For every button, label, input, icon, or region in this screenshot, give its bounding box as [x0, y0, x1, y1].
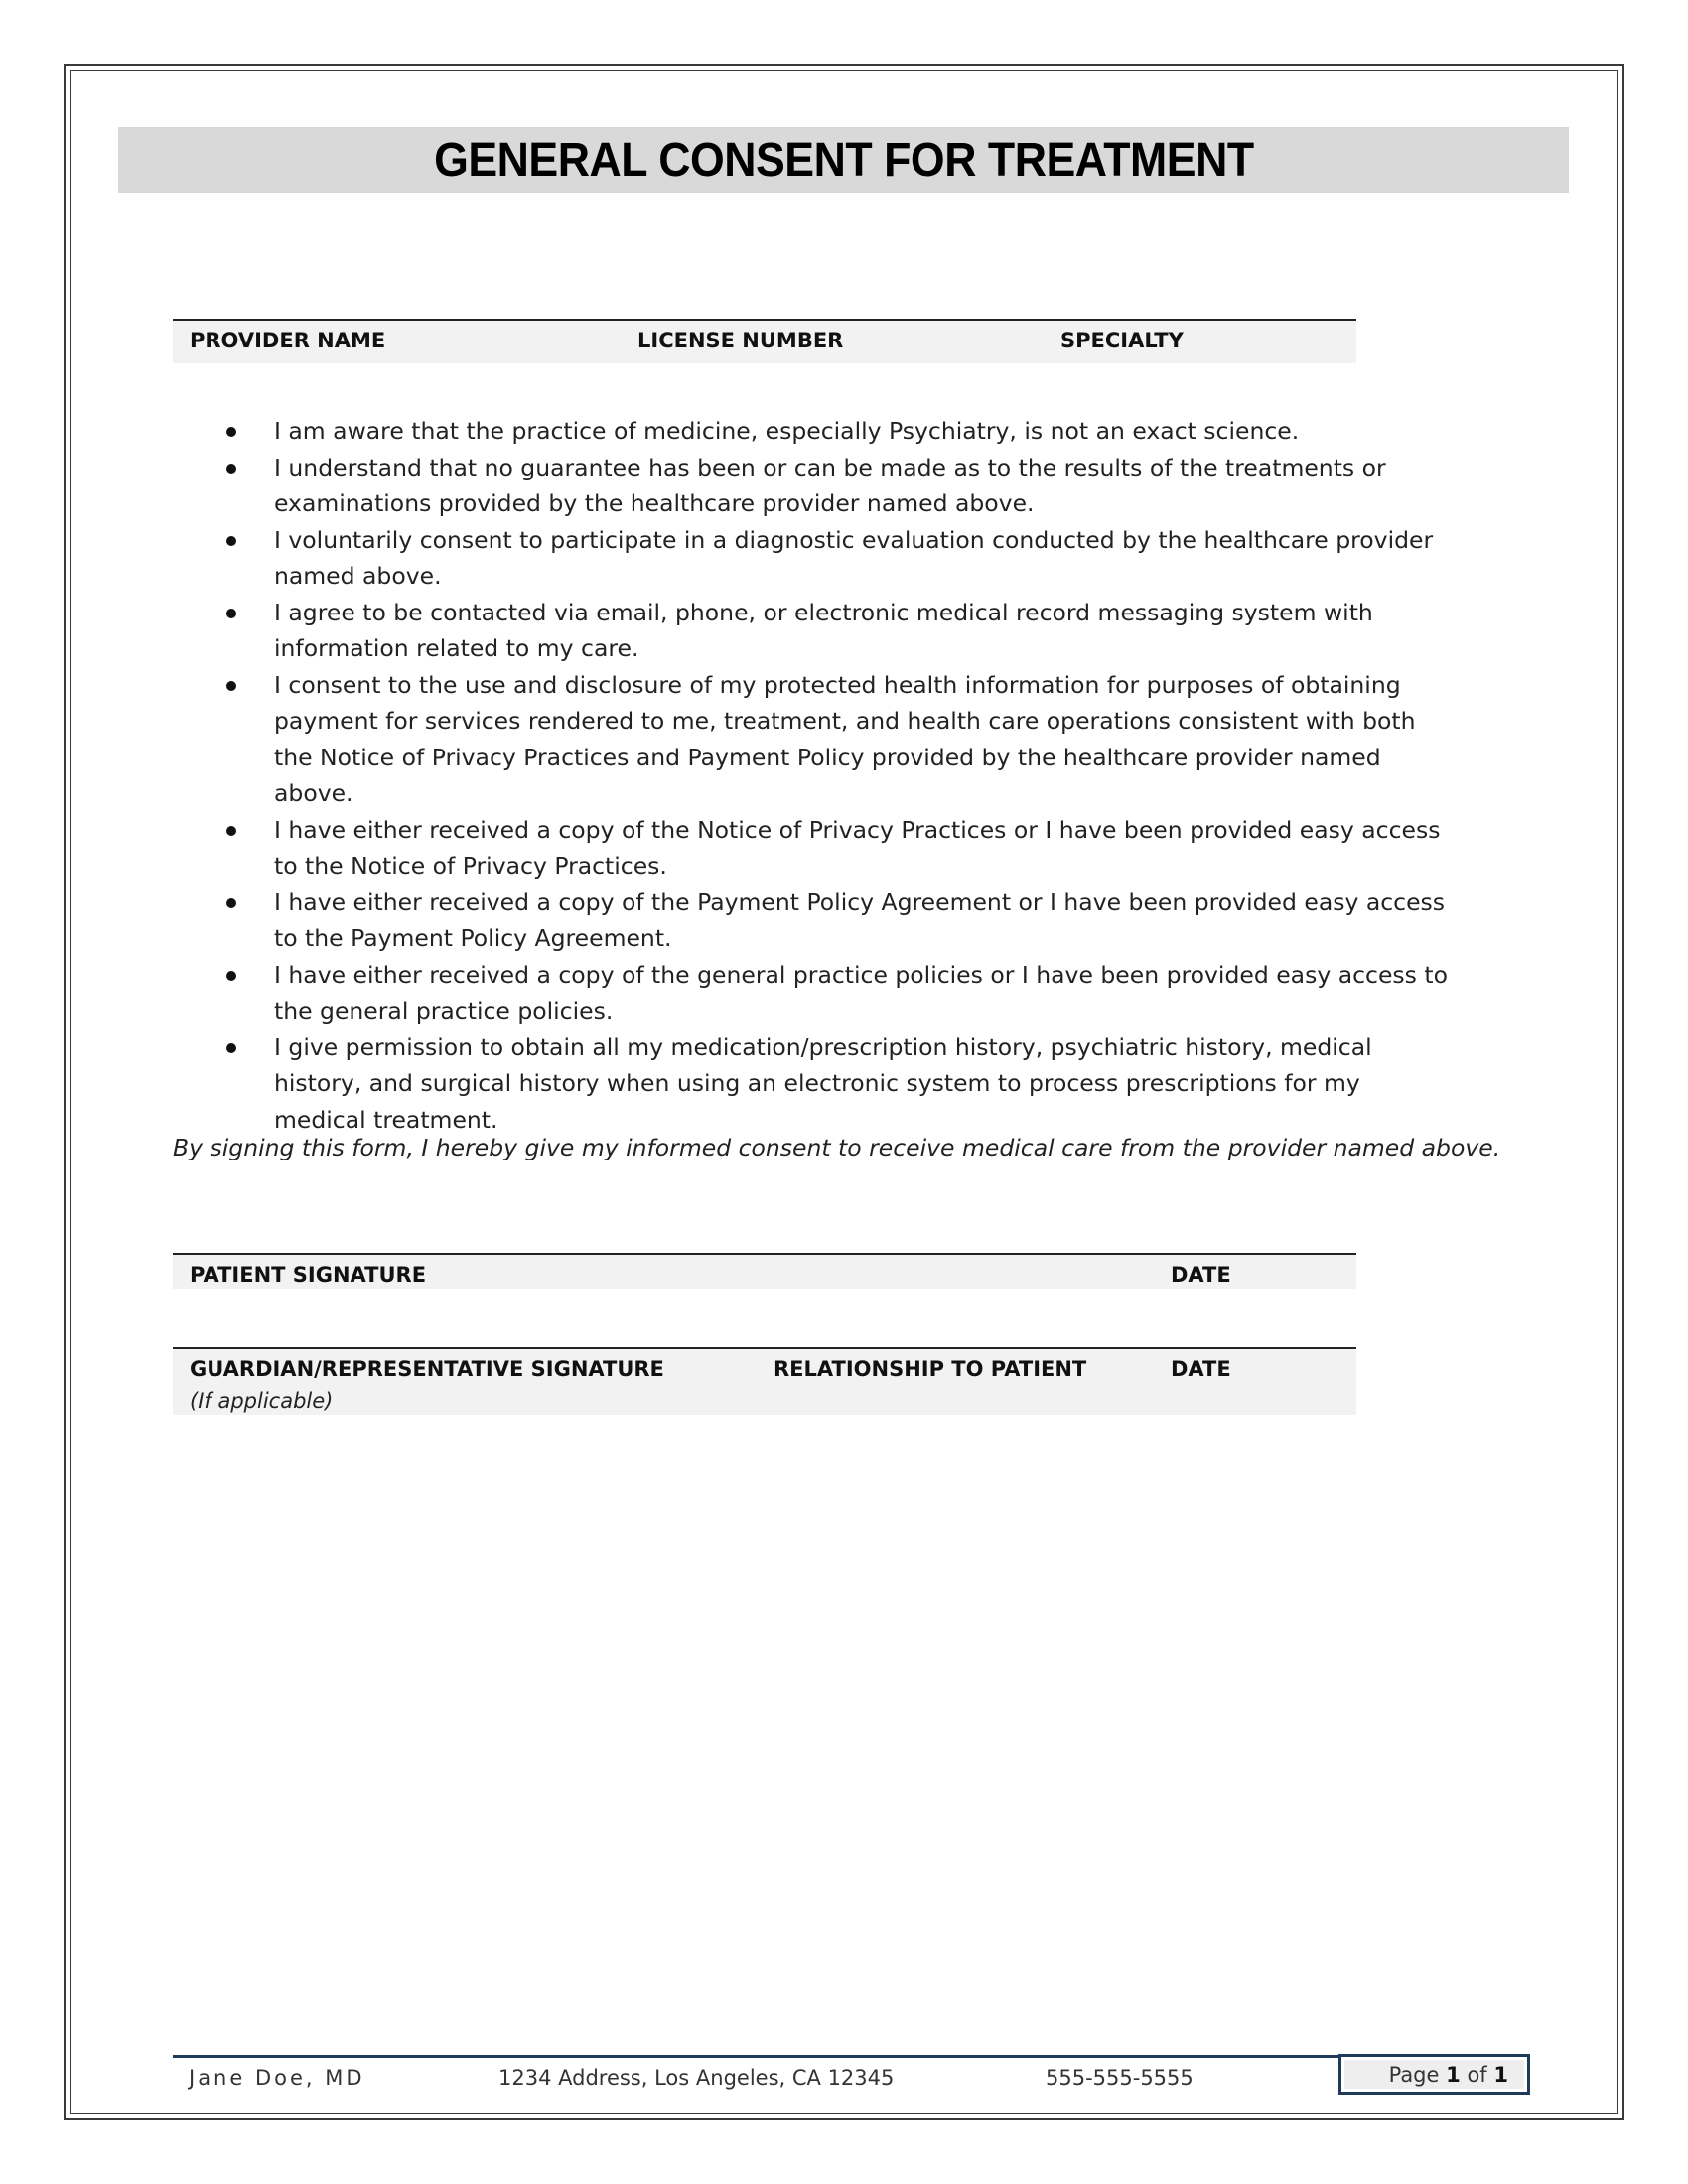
list-item — [220, 413, 1452, 450]
consent-item-text: I consent to the use and disclosure of my protected health information for purposes of obtaining payment for services rendered to me, treatment, and health care operations consistent with both the Notice of Privacy Practices and Payment Policy provided by the healthcare provider named above. — [274, 670, 1416, 807]
list-item — [220, 812, 1452, 885]
list-item — [220, 595, 1452, 667]
page-total: 1 — [1493, 2062, 1508, 2087]
guardian-date-label: DATE — [1171, 1357, 1231, 1381]
consent-item-text: I give permission to obtain all my medication/prescription history, psychiatric history, medical history, and surgical history when using an electronic system to process prescriptions for my medical treatment. — [274, 1032, 1372, 1134]
consent-item-text: I voluntarily consent to participate in a diagnostic evaluation conducted by the healthcare provider named above. — [274, 525, 1434, 590]
consent-item-text: I understand that no guarantee has been or can be made as to the results of the treatments or examinations provided by the healthcare provider named above. — [274, 453, 1386, 517]
bullet-icon — [226, 1043, 236, 1053]
consent-list — [220, 413, 1452, 1138]
consent-item-text: I am aware that the practice of medicine, especially Psychiatry, is not an exact science. — [274, 417, 1300, 445]
list-item — [220, 1029, 1452, 1139]
title-bar — [118, 127, 1569, 193]
list-item — [220, 522, 1452, 595]
provider-info-row[interactable] — [173, 319, 1356, 363]
bullet-icon — [226, 609, 236, 618]
patient-signature-row[interactable] — [173, 1253, 1356, 1289]
consent-item-text: I agree to be contacted via email, phone, or electronic medical record messaging system with information related to my care. — [274, 598, 1373, 662]
footer-address: 1234 Address, Los Angeles, CA 12345 — [498, 2066, 895, 2090]
page-title: GENERAL CONSENT FOR TREATMENT — [433, 133, 1254, 187]
bullet-icon — [226, 826, 236, 836]
patient-signature-label: PATIENT SIGNATURE — [190, 1263, 427, 1287]
footer-phone: 555-555-5555 — [1046, 2066, 1194, 2090]
list-item — [220, 885, 1452, 957]
license-number-label: LICENSE NUMBER — [637, 329, 844, 352]
list-item — [220, 957, 1452, 1029]
consent-item-text: I have either received a copy of the Notice of Privacy Practices or I have been provided easy access to the Notice of Privacy Practices. — [274, 815, 1441, 880]
bullet-icon — [226, 681, 236, 691]
page-number — [1344, 2060, 1524, 2089]
guardian-signature-row[interactable] — [173, 1347, 1356, 1415]
relationship-label: RELATIONSHIP TO PATIENT — [774, 1357, 1087, 1381]
provider-name-label: PROVIDER NAME — [190, 329, 386, 352]
list-item — [220, 450, 1452, 522]
page-label: Page — [1388, 2062, 1440, 2087]
closing-statement: By signing this form, I hereby give my informed consent to receive medical care from the provider named above. — [173, 1134, 1501, 1161]
list-item — [220, 667, 1452, 812]
bullet-icon — [226, 971, 236, 981]
specialty-label: SPECIALTY — [1060, 329, 1184, 352]
bullet-icon — [226, 427, 236, 437]
page-of: of — [1467, 2062, 1487, 2087]
guardian-note: (If applicable) — [190, 1389, 334, 1413]
bullet-icon — [226, 898, 236, 908]
footer-provider-name: Jane Doe, MD — [189, 2066, 365, 2090]
consent-item-text: I have either received a copy of the general practice policies or I have been provided easy access to the general practice policies. — [274, 960, 1448, 1024]
consent-item-text: I have either received a copy of the Payment Policy Agreement or I have been provided easy access to the Payment Policy Agreement. — [274, 887, 1446, 952]
bullet-icon — [226, 536, 236, 546]
guardian-signature-label: GUARDIAN/REPRESENTATIVE SIGNATURE — [190, 1357, 664, 1381]
page-current: 1 — [1446, 2062, 1461, 2087]
footer-divider — [173, 2055, 1523, 2058]
bullet-icon — [226, 464, 236, 474]
page-number-box — [1338, 2054, 1530, 2095]
patient-date-label: DATE — [1171, 1263, 1231, 1287]
